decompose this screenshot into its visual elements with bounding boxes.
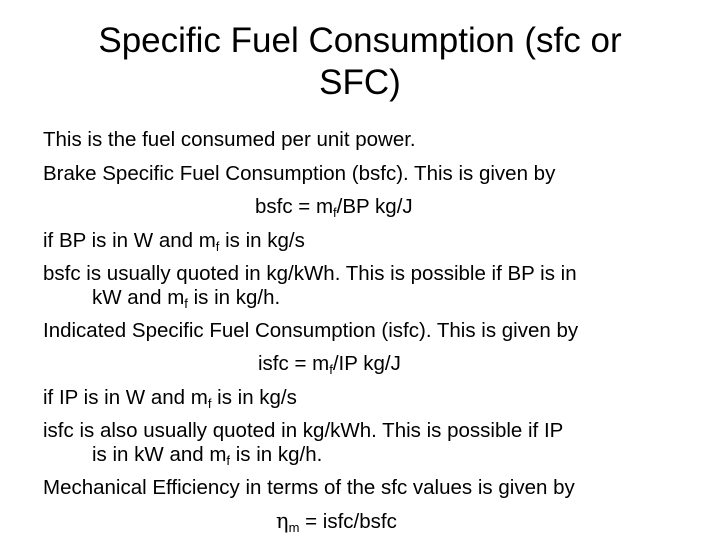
- subscript: f: [226, 453, 231, 468]
- text-run: is in kg/s: [211, 386, 297, 409]
- text-run: is in kg/h.: [230, 443, 323, 466]
- title-line-1: Specific Fuel Consumption (sfc or: [98, 21, 622, 60]
- text-run: This is the fuel consumed per unit power.: [43, 128, 416, 151]
- text-run: if BP is in W and m: [43, 229, 216, 252]
- subscript: f: [207, 396, 212, 411]
- subscript: m: [288, 520, 300, 535]
- subscript: f: [329, 362, 333, 377]
- body-line-bsfc-units: [43, 229, 305, 253]
- body-line-bsfc-kwh-cont: [92, 286, 280, 310]
- body-line-bsfc-kwh: [43, 262, 577, 286]
- body-line-definition: [43, 128, 416, 152]
- text-run: /BP kg/J: [336, 195, 413, 218]
- body-line-isfc-intro: [43, 319, 578, 343]
- text-run: isfc = m: [258, 352, 330, 375]
- slide-title: [40, 20, 680, 104]
- text-run: = isfc/bsfc: [299, 510, 397, 533]
- title-line-2: SFC): [319, 63, 401, 102]
- body-line-isfc-units: [43, 386, 297, 410]
- body-line-bsfc-intro: [43, 162, 555, 186]
- text-run: bsfc = m: [255, 195, 334, 218]
- body-line-mech-efficiency-formula: [276, 509, 397, 534]
- text-run: if IP is in W and m: [43, 386, 208, 409]
- body-line-isfc-kwh: [43, 419, 563, 443]
- text-run: /IP kg/J: [332, 352, 401, 375]
- subscript: f: [333, 205, 337, 220]
- body-line-isfc-formula: [258, 352, 401, 376]
- subscript: f: [184, 296, 188, 311]
- text-run: Mechanical Efficiency in terms of the sfc values is given by: [43, 476, 575, 499]
- eta-symbol: η: [276, 509, 289, 533]
- text-run: Brake Specific Fuel Consumption (bsfc). This is given by: [43, 162, 556, 185]
- text-run: isfc is also usually quoted in kg/kWh. This is possible if IP: [43, 419, 564, 442]
- text-run: bsfc is usually quoted in kg/kWh. This is possible if BP is in: [43, 262, 577, 285]
- text-run: kW and m: [92, 286, 185, 309]
- body-line-mech-efficiency: [43, 476, 575, 500]
- text-run: is in kg/s: [219, 229, 305, 252]
- body-line-bsfc-formula: [255, 195, 413, 219]
- text-run: is in kW and m: [92, 443, 227, 466]
- text-run: Indicated Specific Fuel Consumption (isfc). This is given by: [43, 319, 579, 342]
- body-line-isfc-kwh-cont: [92, 443, 322, 467]
- subscript: f: [215, 239, 220, 254]
- text-run: is in kg/h.: [187, 286, 281, 309]
